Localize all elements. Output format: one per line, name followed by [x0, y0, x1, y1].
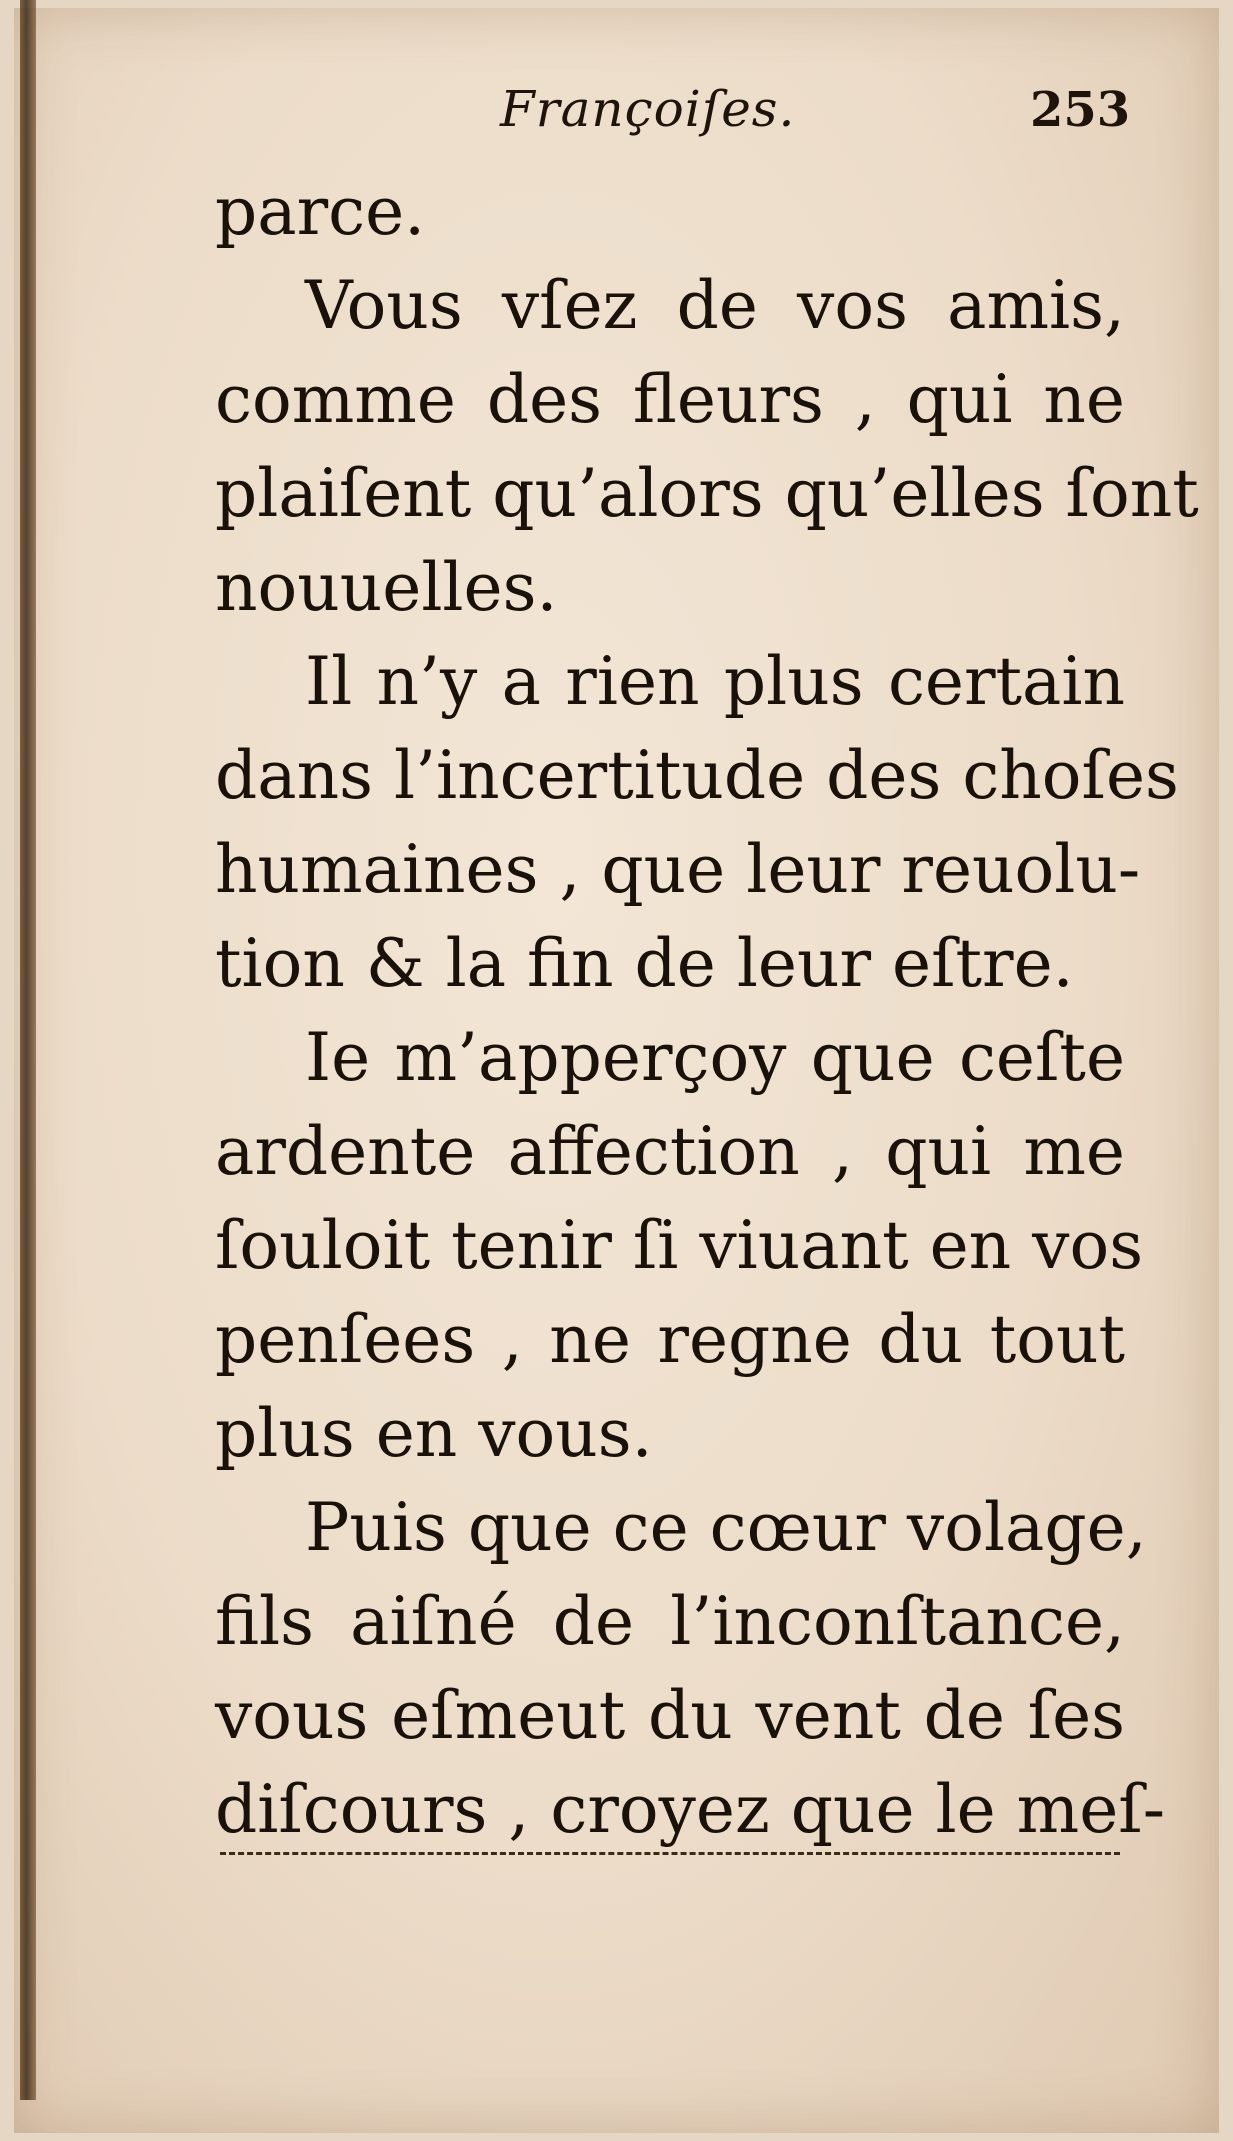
page-header [0, 70, 1233, 150]
catchword-rule [220, 1852, 1120, 1855]
text-line: humaines , que leur reuolu- [215, 831, 1141, 908]
text-line: tion & la fin de leur eſtre. [215, 925, 1074, 1002]
text-line: plus en vous. [215, 1395, 653, 1472]
page-number: 253 [1030, 82, 1131, 138]
text-line: dans l’incertitude des choſes [215, 737, 1179, 814]
text-line: plaiſent qu’alors qu’elles ſont [215, 455, 1199, 532]
text-line: ſouloit tenir ſi viuant en vos [215, 1207, 1144, 1284]
text-line: vous eſmeut du vent de ſes [215, 1677, 1125, 1754]
text-line: ardente affection , qui me [215, 1113, 1125, 1190]
text-line: penſees , ne regne du tout [215, 1301, 1125, 1378]
text-line: comme des fleurs , qui ne [215, 361, 1125, 438]
body-text [215, 165, 1199, 1857]
binding-gutter [20, 0, 36, 2100]
text-line: parce. [215, 173, 426, 250]
text-line: Puis que ce cœur volage, [305, 1489, 1147, 1566]
text-line: Vous vſez de vos amis, [305, 267, 1125, 344]
text-line: fils aiſné de l’inconſtance, [215, 1583, 1125, 1660]
text-line: diſcours , croyez que le meſ- [215, 1771, 1166, 1848]
running-title: Françoiſes. [500, 80, 796, 138]
text-line: Ie m’apperçoy que ceſte [305, 1019, 1125, 1096]
text-line: nouuelles. [215, 549, 558, 626]
text-line: Il n’y a rien plus certain [305, 643, 1125, 720]
